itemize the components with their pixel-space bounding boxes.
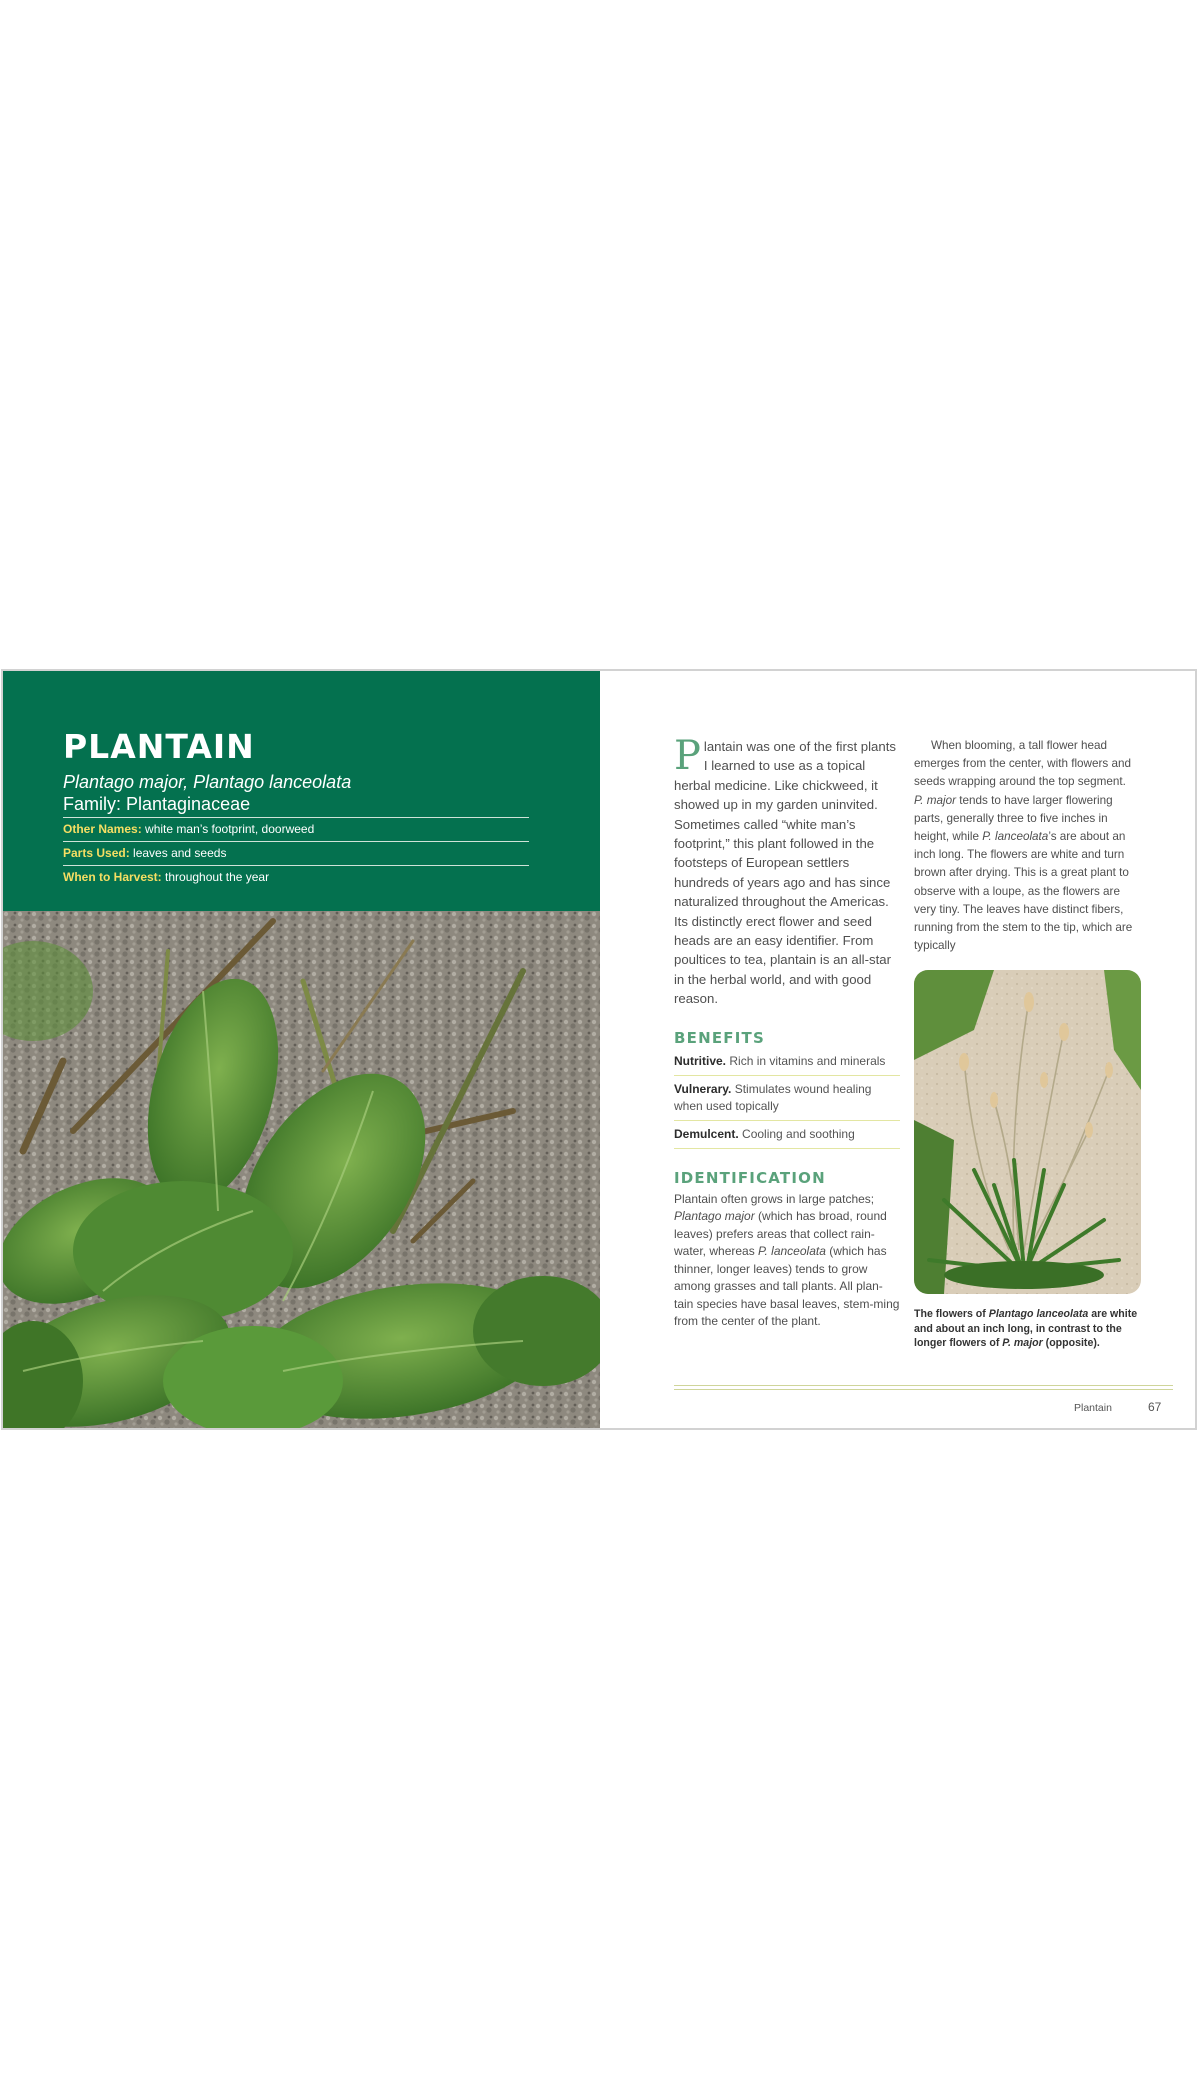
col2-italic: P. major: [914, 793, 957, 807]
caption-italic: P. major: [1002, 1337, 1043, 1349]
meta-row-other-names: [63, 817, 529, 841]
plant-meta-list: [63, 817, 529, 889]
ident-text: (which has thinner, longer leaves) tends to grow among grasses and tall plants. All plan-tain species have basal leaves, stem-ming from the center of the plant.: [674, 1244, 900, 1329]
plantago-lanceolata-photo: [914, 970, 1141, 1294]
benefit-desc: Cooling and soothing: [742, 1126, 855, 1141]
plant-title: PLANTAIN: [63, 727, 255, 766]
benefit-item: [674, 1079, 900, 1121]
meta-label: Other Names:: [63, 822, 142, 836]
benefit-term: Vulnerary.: [674, 1081, 732, 1096]
meta-label: When to Harvest:: [63, 870, 162, 884]
ident-text: Plantain often grows in large patches;: [674, 1191, 875, 1206]
col2-text: tends to have larger flowering parts, generally three to five inches in height, while: [914, 793, 1113, 844]
blooming-paragraph: [914, 737, 1138, 955]
ident-italic: Plantago major: [674, 1209, 755, 1224]
left-page: [3, 671, 600, 1428]
right-page: [600, 671, 1197, 1428]
meta-row-parts-used: [63, 841, 529, 865]
identification-heading: IDENTIFICATION: [674, 1168, 826, 1187]
meta-label: Parts Used:: [63, 846, 130, 860]
latin-names: Plantago major, Plantago lanceolata: [63, 772, 352, 792]
meta-row-when-to-harvest: [63, 865, 529, 889]
footer-rule: [674, 1389, 1173, 1390]
photo-caption: [914, 1307, 1150, 1351]
col2-text: ’s are about an inch long. The flowers are white and turn brown after drying. This is a great plant to observe with a loupe, as the flowers are very tiny. The leaves have distinct fibers, running from the stem to the tip, which are typically: [914, 830, 1133, 953]
footer-rule: [674, 1385, 1173, 1386]
ident-italic: P. lanceolata: [758, 1244, 826, 1259]
benefit-term: Demulcent.: [674, 1126, 739, 1141]
drop-cap: P: [674, 733, 701, 779]
col2-text: When blooming, a tall flower head emerges from the center, with flowers and seeds wrapping around the top segment.: [914, 739, 1131, 789]
family-name: Family: Plantaginaceae: [63, 794, 251, 814]
col2-italic: P. lanceolata: [982, 830, 1049, 844]
identification-paragraph: [674, 1191, 900, 1331]
intro-paragraph: [674, 733, 900, 1009]
benefit-desc: Rich in vitamins and minerals: [729, 1053, 886, 1068]
meta-value: white man’s footprint, doorweed: [145, 822, 315, 836]
benefits-heading: BENEFITS: [674, 1028, 765, 1047]
caption-text: (opposite).: [1042, 1337, 1100, 1349]
plant-header: [3, 671, 600, 911]
text-column-1: [674, 733, 900, 1331]
meta-value: throughout the year: [165, 870, 270, 884]
caption-text: are white and about an inch long, in contrast to the longer flowers of: [914, 1308, 1138, 1349]
benefit-desc: Stimulates wound healing when used topically: [674, 1081, 872, 1113]
ident-text: (which has broad, round leaves) prefers areas that collect rain-water, whereas: [674, 1209, 887, 1259]
text-column-2: [914, 737, 1138, 955]
book-spread: [1, 669, 1197, 1430]
benefit-item: [674, 1124, 900, 1149]
caption-text: The flowers of: [914, 1308, 989, 1320]
intro-text: lantain was one of the first plants I learned to use as a topical herbal medicine. Like chickweed, it showed up in my garden uninvited. Sometimes called “white man’s footprint,” this plant followed in the footsteps of European settlers hundreds of years ago and has since naturalized throughout the Americas. Its distinctly erect flower and seed heads are an easy identifier. From poultices to tea, plantain is an all-star in the herbal world, and with good reason.: [674, 739, 896, 1007]
page-number: 67: [1148, 1400, 1162, 1414]
benefit-term: Nutritive.: [674, 1053, 727, 1068]
running-head: Plantain: [1074, 1402, 1112, 1414]
caption-italic: Plantago lanceolata: [988, 1308, 1089, 1320]
benefit-item: [674, 1051, 900, 1076]
plantain-major-photo: [3, 911, 600, 1428]
meta-value: leaves and seeds: [133, 846, 227, 860]
